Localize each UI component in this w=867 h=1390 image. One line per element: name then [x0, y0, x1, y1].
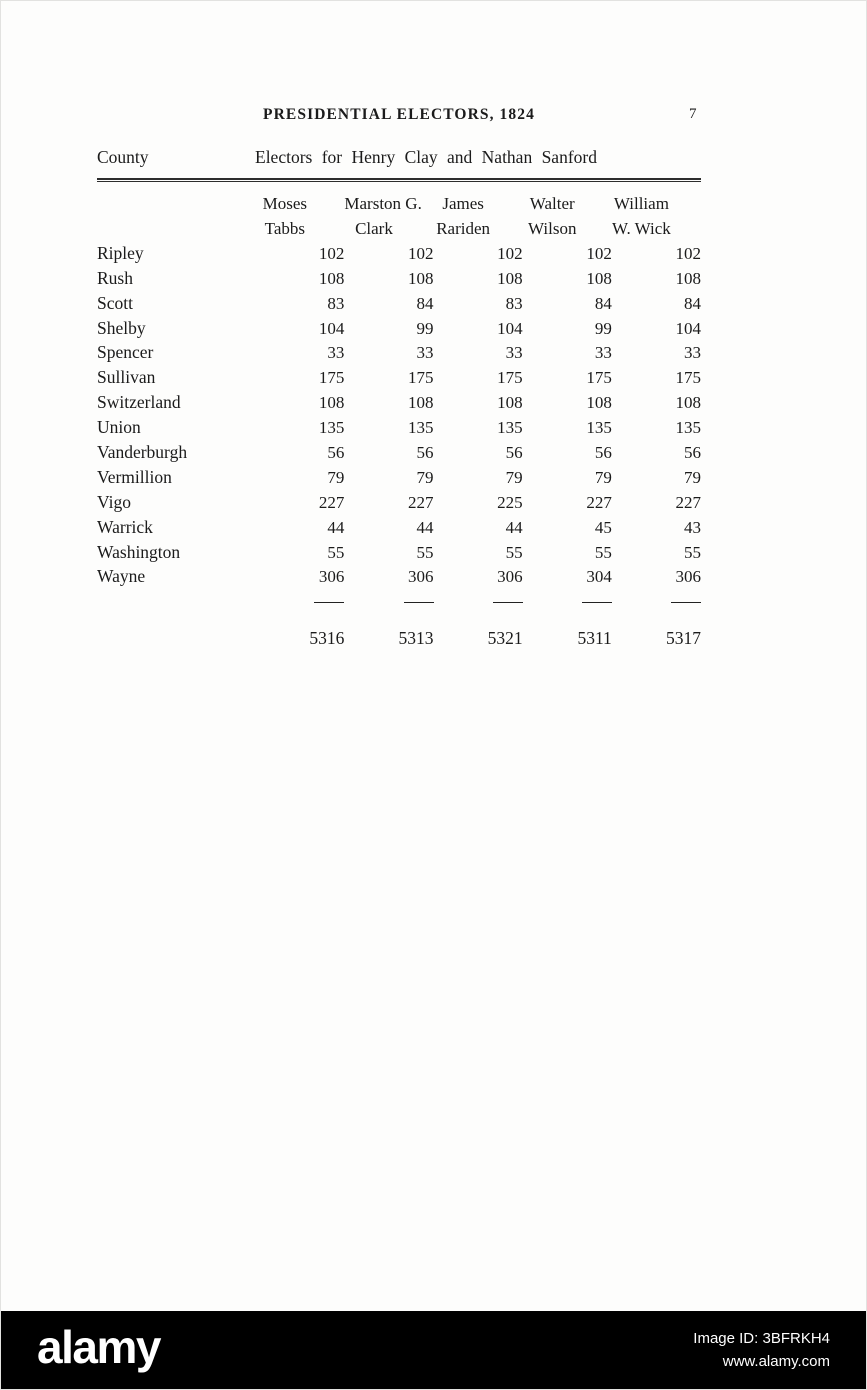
column-header: W. Wick: [612, 219, 671, 238]
header-row-line2: [97, 214, 701, 239]
vote-cell: 79: [416, 467, 434, 487]
alamy-logo: alamy: [37, 1321, 160, 1373]
column-header: Marston G.: [344, 194, 422, 213]
vote-cell: 175: [586, 368, 612, 388]
vote-cell: 79: [327, 467, 345, 487]
county-cell: Rush: [97, 267, 133, 288]
vote-cell: 33: [327, 343, 345, 363]
table-row: [97, 538, 701, 563]
vote-cell: 175: [318, 368, 345, 388]
vote-cell: 45: [594, 517, 612, 537]
county-cell: Vanderburgh: [97, 442, 188, 463]
vote-cell: 227: [586, 492, 612, 512]
vote-cell: 175: [675, 368, 701, 388]
total-cell: 5317: [666, 628, 701, 649]
vote-cell: 306: [497, 567, 523, 587]
vote-cell: 56: [684, 443, 701, 463]
vote-cell: 102: [675, 243, 701, 263]
vote-cell: 56: [416, 443, 434, 463]
vote-cell: 44: [416, 517, 434, 537]
total-cell: 5313: [398, 628, 434, 649]
vote-cell: 102: [408, 243, 434, 263]
county-cell: Scott: [97, 292, 133, 313]
vote-cell: 55: [505, 542, 523, 562]
spacer-cell: [97, 587, 255, 615]
vote-cell: 99: [416, 318, 434, 338]
vote-cell: 108: [675, 393, 701, 413]
total-rule: [404, 602, 434, 603]
vote-cell: 84: [684, 293, 701, 313]
table-row: [97, 363, 701, 388]
image-id-label: Image ID: 3BFRKH4: [693, 1330, 830, 1347]
vote-cell: 135: [586, 418, 612, 438]
county-cell: Spencer: [97, 342, 154, 363]
vote-cell: 55: [327, 542, 345, 562]
vote-cell: 227: [318, 492, 345, 512]
total-rule-cell: [434, 587, 523, 615]
page-number: 7: [689, 106, 697, 122]
vote-cell: 56: [505, 443, 523, 463]
vote-cell: 83: [327, 293, 345, 313]
alamy-url: www.alamy.com: [722, 1353, 830, 1370]
total-rule-cell: [255, 587, 344, 615]
vote-cell: 83: [505, 293, 523, 313]
county-cell: Washington: [97, 541, 181, 562]
vote-cell: 33: [594, 343, 612, 363]
watermark-bar: [1, 1311, 866, 1389]
county-cell: Union: [97, 417, 141, 438]
vote-cell: 84: [594, 293, 612, 313]
totals-rule-row: [97, 587, 701, 615]
vote-cell: 108: [586, 393, 612, 413]
vote-cell: 306: [408, 567, 434, 587]
total-cell: 5316: [309, 628, 345, 649]
vote-cell: 44: [327, 517, 345, 537]
total-rule: [582, 602, 612, 603]
vote-cell: 108: [318, 268, 345, 288]
column-header: Clark: [355, 219, 393, 238]
total-cell: 5321: [487, 628, 523, 649]
table-row: [97, 563, 701, 588]
vote-cell: 33: [416, 343, 434, 363]
total-rule: [493, 602, 523, 603]
vote-cell: 79: [594, 467, 612, 487]
total-rule-cell: [344, 587, 433, 615]
vote-cell: 108: [586, 268, 612, 288]
vote-cell: 225: [497, 492, 523, 512]
county-cell: Shelby: [97, 317, 146, 338]
column-header: Tabbs: [264, 219, 305, 238]
total-rule-cell: [523, 587, 612, 615]
vote-cell: 108: [497, 268, 523, 288]
spacer-cell: [97, 214, 255, 239]
double-rule: [97, 178, 701, 182]
county-cell: Sullivan: [97, 367, 156, 388]
total-rule: [314, 602, 344, 603]
vote-cell: 108: [408, 268, 434, 288]
vote-cell: 175: [408, 368, 434, 388]
vote-cell: 108: [497, 393, 523, 413]
column-header: William: [613, 194, 669, 213]
vote-cell: 227: [675, 492, 701, 512]
vote-cell: 227: [408, 492, 434, 512]
table-row: [97, 488, 701, 513]
vote-cell: 43: [684, 517, 701, 537]
vote-cell: 102: [497, 243, 523, 263]
table-row: [97, 513, 701, 538]
column-header: James: [442, 194, 484, 213]
table-row: [97, 289, 701, 314]
table-row: [97, 339, 701, 364]
watermark-meta: [693, 1327, 830, 1373]
vote-cell: 79: [505, 467, 523, 487]
vote-cell: 33: [505, 343, 523, 363]
vote-cell: 79: [684, 467, 701, 487]
vote-cell: 99: [594, 318, 612, 338]
table-row: [97, 463, 701, 488]
total-cell: 5311: [577, 628, 612, 649]
table-caption: Electors for Henry Clay and Nathan Sanford: [255, 147, 597, 167]
vote-cell: 108: [408, 393, 434, 413]
vote-cell: 102: [318, 243, 345, 263]
vote-cell: 135: [408, 418, 434, 438]
vote-cell: 135: [675, 418, 701, 438]
vote-cell: 306: [318, 567, 345, 587]
county-cell: Warrick: [97, 516, 153, 537]
vote-cell: 56: [594, 443, 612, 463]
table-row: [97, 264, 701, 289]
vote-cell: 135: [318, 418, 345, 438]
column-header: Rariden: [436, 219, 491, 238]
vote-cell: 84: [416, 293, 434, 313]
county-cell: Vermillion: [97, 466, 172, 487]
vote-cell: 108: [675, 268, 701, 288]
vote-cell: 135: [497, 418, 523, 438]
vote-cell: 56: [327, 443, 345, 463]
vote-cell: 55: [416, 542, 434, 562]
county-cell: Switzerland: [97, 392, 181, 413]
vote-cell: 55: [594, 542, 612, 562]
total-rule: [671, 602, 701, 603]
vote-cell: 55: [684, 542, 701, 562]
vote-cell: 104: [318, 318, 345, 338]
table-row: [97, 438, 701, 463]
county-cell: Wayne: [97, 566, 146, 587]
spacer-cell: [97, 189, 255, 214]
vote-cell: 306: [675, 567, 701, 587]
vote-cell: 104: [675, 318, 701, 338]
table-row: [97, 413, 701, 438]
county-column-label: County: [97, 147, 149, 167]
vote-cell: 108: [318, 393, 345, 413]
column-header: Moses: [262, 194, 308, 213]
county-cell: Vigo: [97, 491, 131, 512]
column-header: Wilson: [528, 219, 577, 238]
table-row: [97, 239, 701, 264]
table-row: [97, 388, 701, 413]
vote-cell: 104: [497, 318, 523, 338]
county-cell: Ripley: [97, 242, 144, 263]
vote-cell: 44: [505, 517, 523, 537]
total-rule-cell: [612, 587, 701, 615]
header-row-line1: [97, 189, 701, 214]
table-row: [97, 314, 701, 339]
spacer-cell: [97, 615, 255, 649]
vote-cell: 33: [684, 343, 701, 363]
vote-cell: 304: [586, 567, 612, 587]
vote-cell: 175: [497, 368, 523, 388]
column-header: Walter: [529, 194, 575, 213]
page-title: PRESIDENTIAL ELECTORS, 1824: [263, 106, 535, 123]
electors-table: [97, 189, 701, 649]
totals-row: [97, 615, 701, 649]
vote-cell: 102: [586, 243, 612, 263]
